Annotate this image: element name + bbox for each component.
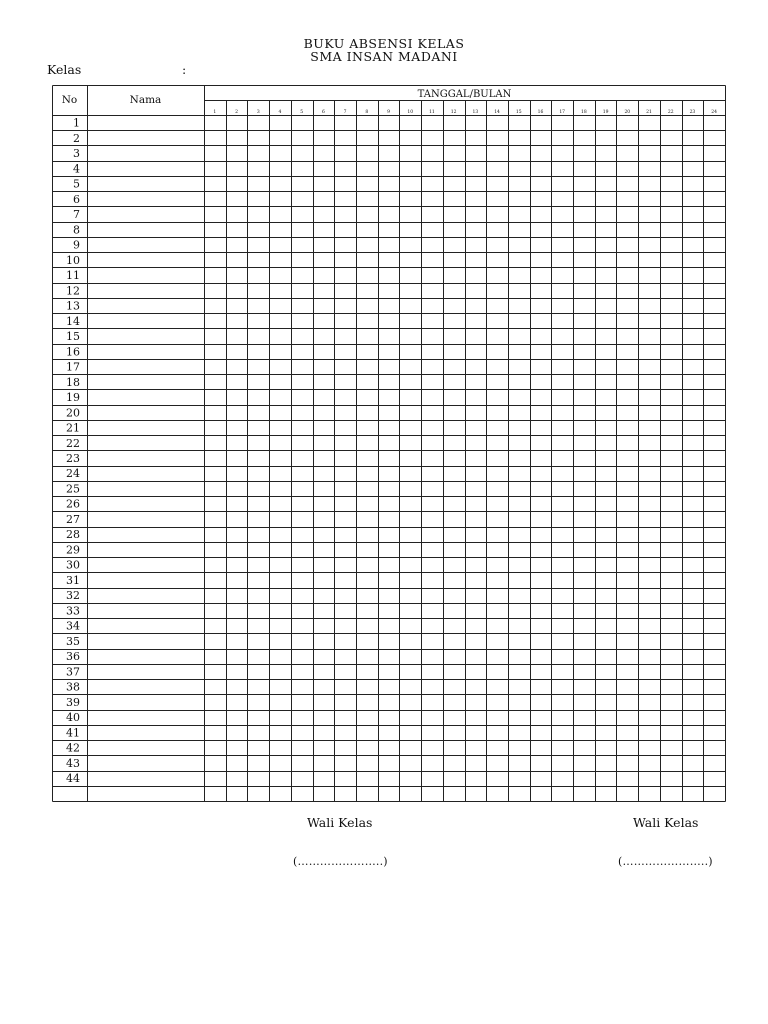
- row-number: 34: [66, 619, 80, 633]
- row-number: 43: [66, 756, 80, 770]
- kelas-label: Kelas: [47, 62, 82, 77]
- row-number: 35: [66, 634, 80, 648]
- row-number: 26: [66, 497, 80, 511]
- date-number-label: 7: [343, 110, 347, 115]
- school-name: SMA INSAN MADANI: [310, 49, 458, 64]
- row-number: 39: [66, 695, 80, 709]
- row-number: 2: [73, 131, 80, 145]
- row-number: 33: [66, 604, 80, 618]
- row-number: 29: [66, 543, 80, 557]
- row-number: 20: [66, 406, 80, 420]
- row-number: 8: [73, 223, 80, 237]
- date-number-label: 1: [213, 110, 217, 115]
- kelas-colon: :: [182, 62, 187, 77]
- row-number: 9: [73, 238, 80, 252]
- row-number: 11: [66, 269, 80, 283]
- row-number: 3: [73, 147, 80, 161]
- row-number: 6: [73, 192, 80, 206]
- date-number-label: 17: [559, 110, 566, 115]
- row-number: 17: [66, 360, 80, 374]
- row-number: 38: [66, 680, 80, 694]
- column-header-tanggal: TANGGAL/BULAN: [417, 89, 512, 100]
- date-number-label: 22: [667, 110, 674, 115]
- date-number-label: 10: [407, 110, 414, 115]
- row-number: 31: [66, 573, 80, 587]
- row-number: 5: [73, 177, 80, 191]
- row-number: 4: [73, 162, 80, 176]
- date-number-label: 18: [581, 110, 587, 115]
- date-number-label: 24: [711, 110, 718, 115]
- row-number: 44: [66, 772, 80, 786]
- wali-kelas-label-left: Wali Kelas: [307, 815, 373, 830]
- date-number-label: 19: [602, 110, 609, 115]
- row-number: 42: [66, 741, 80, 755]
- date-number-label: 8: [365, 110, 369, 115]
- row-number: 40: [66, 711, 80, 725]
- row-number: 37: [66, 665, 80, 679]
- date-number-label: 3: [256, 110, 260, 115]
- row-number: 24: [66, 467, 80, 481]
- document-title: BUKU ABSENSI KELAS: [303, 36, 465, 51]
- row-number: 12: [66, 284, 80, 298]
- row-number: 19: [66, 391, 80, 405]
- date-number-label: 11: [429, 110, 435, 115]
- row-number: 32: [66, 589, 80, 603]
- row-number: 27: [66, 512, 80, 526]
- date-number-label: 12: [450, 110, 457, 115]
- date-number-label: 9: [387, 110, 390, 115]
- date-number-label: 16: [537, 110, 544, 115]
- row-number: 14: [66, 314, 80, 328]
- row-number: 25: [66, 482, 80, 496]
- column-header-no: No: [61, 94, 78, 106]
- date-number-label: 20: [624, 110, 631, 115]
- row-number: 30: [66, 558, 80, 572]
- wali-kelas-label-right: Wali Kelas: [633, 815, 699, 830]
- row-number: 13: [66, 299, 80, 313]
- date-number-label: 23: [689, 110, 696, 115]
- row-number: 1: [73, 116, 80, 130]
- row-number: 22: [66, 436, 80, 450]
- row-number: 18: [66, 375, 80, 389]
- attendance-table: [52, 85, 726, 802]
- row-number: 15: [66, 330, 80, 344]
- date-number-label: 4: [278, 110, 282, 115]
- date-number-label: 21: [646, 110, 652, 115]
- row-number: 23: [66, 452, 80, 465]
- signature-line-left: (…………………..): [293, 855, 388, 868]
- date-number-label: 2: [235, 110, 238, 115]
- row-number: 21: [66, 421, 80, 435]
- column-header-nama: Nama: [129, 94, 162, 106]
- signature-line-right: (…………………..): [618, 855, 713, 868]
- row-number: 41: [66, 726, 80, 740]
- row-number: 36: [66, 650, 80, 664]
- date-number-label: 5: [300, 110, 304, 115]
- date-number-label: 15: [515, 110, 522, 115]
- row-number: 7: [73, 208, 80, 222]
- date-number-label: 6: [321, 110, 325, 115]
- row-number: 10: [66, 253, 80, 267]
- row-number: 16: [66, 345, 80, 359]
- row-number: 28: [66, 528, 80, 542]
- date-number-label: 13: [472, 110, 479, 115]
- date-number-label: 14: [494, 110, 500, 115]
